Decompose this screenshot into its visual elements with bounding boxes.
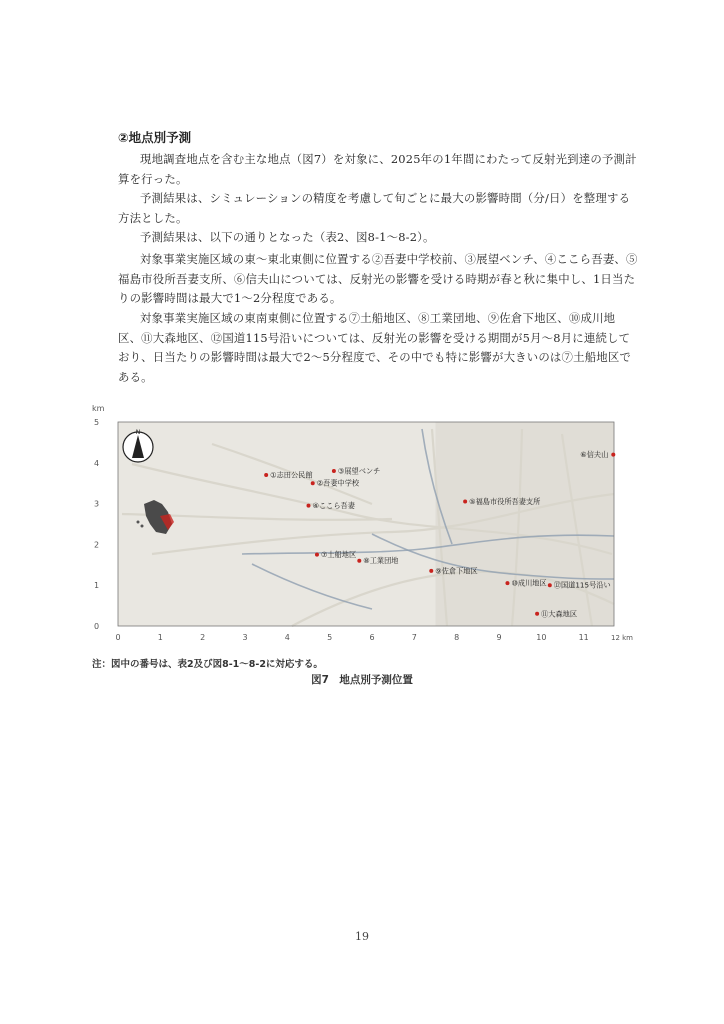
prediction-point	[548, 581, 611, 590]
figure-caption: 図7 地点別予測位置	[311, 674, 413, 686]
point-label: ④ここら吾妻	[312, 501, 355, 511]
point-marker	[307, 504, 311, 508]
prediction-point	[463, 497, 540, 506]
y-tick-label: 2	[94, 540, 100, 550]
paragraph-5: 対象事業実施区域の東南東側に位置する⑦土船地区、⑧工業団地、⑨佐倉下地区、⑩成川地区、⑪大森地区、⑫国道115号沿いについては、反射光の影響を受ける期間が5月～8月に連続しており、日当たりの影響時間は最大で2～5分程度で、その中でも特に影響が大きいのは⑦土船地区である。	[118, 311, 632, 384]
project-area-dot	[141, 525, 144, 528]
location-map	[92, 404, 640, 654]
point-marker	[315, 553, 319, 557]
point-label: ③展望ベンチ	[337, 466, 381, 476]
prediction-point	[332, 466, 380, 475]
x-tick-label: 6	[369, 633, 375, 642]
prediction-point	[264, 471, 312, 480]
point-label: ⑤福島市役所吾妻支所	[469, 497, 541, 507]
point-marker	[311, 481, 315, 485]
point-label: ⑨佐倉下地区	[435, 566, 478, 576]
point-marker	[264, 473, 268, 477]
point-marker	[357, 559, 361, 563]
paragraph-3: 予測結果は、以下の通りとなった（表2、図8-1～8-2）。	[140, 230, 435, 244]
y-tick-label: 0	[94, 622, 100, 631]
x-tick-label: 1	[157, 633, 163, 642]
x-tick-label: 0	[115, 633, 121, 642]
point-label: ①志田公民館	[270, 470, 313, 480]
x-tick-label: 11	[578, 633, 589, 642]
project-area-dot	[137, 521, 140, 524]
x-tick-label: 10	[536, 633, 547, 642]
x-tick-label: 8	[454, 633, 460, 642]
point-marker	[611, 453, 615, 457]
figure-note: 注：図中の番号は、表2及び図8-1～8-2に対応する。	[92, 659, 323, 670]
point-label: ⑧工業団地	[363, 556, 399, 566]
point-label: ⑩成川地区	[511, 578, 547, 588]
point-label: ⑫国道115号沿い	[553, 580, 611, 590]
point-marker	[548, 583, 552, 587]
x-tick-label: 5	[327, 633, 333, 642]
x-tick-label: 2	[200, 633, 206, 642]
y-tick-label: 5	[94, 418, 100, 427]
point-label: ⑪大森地区	[541, 609, 578, 619]
point-label: ⑦土船地区	[320, 550, 357, 560]
x-tick-label: 4	[284, 633, 290, 642]
point-label: ②吾妻中学校	[316, 478, 360, 488]
prediction-point	[311, 479, 360, 488]
map-y-unit: km	[92, 404, 105, 413]
point-marker	[505, 581, 509, 585]
x-tick-label: 9	[496, 633, 502, 642]
page-number: 19	[355, 930, 369, 943]
x-unit-label: 12 km	[610, 634, 634, 642]
point-marker	[429, 569, 433, 573]
prediction-point	[505, 579, 546, 588]
point-marker	[332, 469, 336, 473]
y-tick-label: 1	[94, 581, 100, 591]
section-title: ②地点別予測	[118, 130, 192, 145]
x-tick-label: 3	[242, 633, 248, 642]
north-label: N	[135, 429, 141, 436]
prediction-point	[357, 556, 398, 565]
paragraph-4: 対象事業実施区域の東～東北東側に位置する②吾妻中学校前、③展望ベンチ、④ここら吾妻、⑤福島市役所吾妻支所、⑥信夫山については、反射光の影響を受ける時期が春と秋に集中し、1日当たりの影響時間は最大で1～2分程度である。	[118, 252, 638, 305]
prediction-point	[429, 566, 477, 575]
prediction-point	[307, 501, 356, 510]
prediction-point	[315, 550, 356, 559]
paragraph-1: 現地調査地点を含む主な地点（図7）を対象に、2025年の1年間にわたって反射光到達の予測計算を行った。	[118, 152, 637, 186]
point-marker	[463, 500, 467, 504]
location-map-figure	[92, 404, 640, 654]
y-tick-label: 3	[94, 499, 100, 509]
point-marker	[535, 612, 539, 616]
point-label: ⑥信夫山	[580, 450, 609, 460]
y-tick-label: 4	[94, 458, 100, 468]
x-tick-label: 7	[411, 633, 417, 642]
prediction-point	[535, 609, 577, 618]
paragraph-2: 予測結果は、シミュレーションの精度を考慮して旬ごとに最大の影響時間（分/日）を整理する方法とした。	[118, 191, 631, 225]
